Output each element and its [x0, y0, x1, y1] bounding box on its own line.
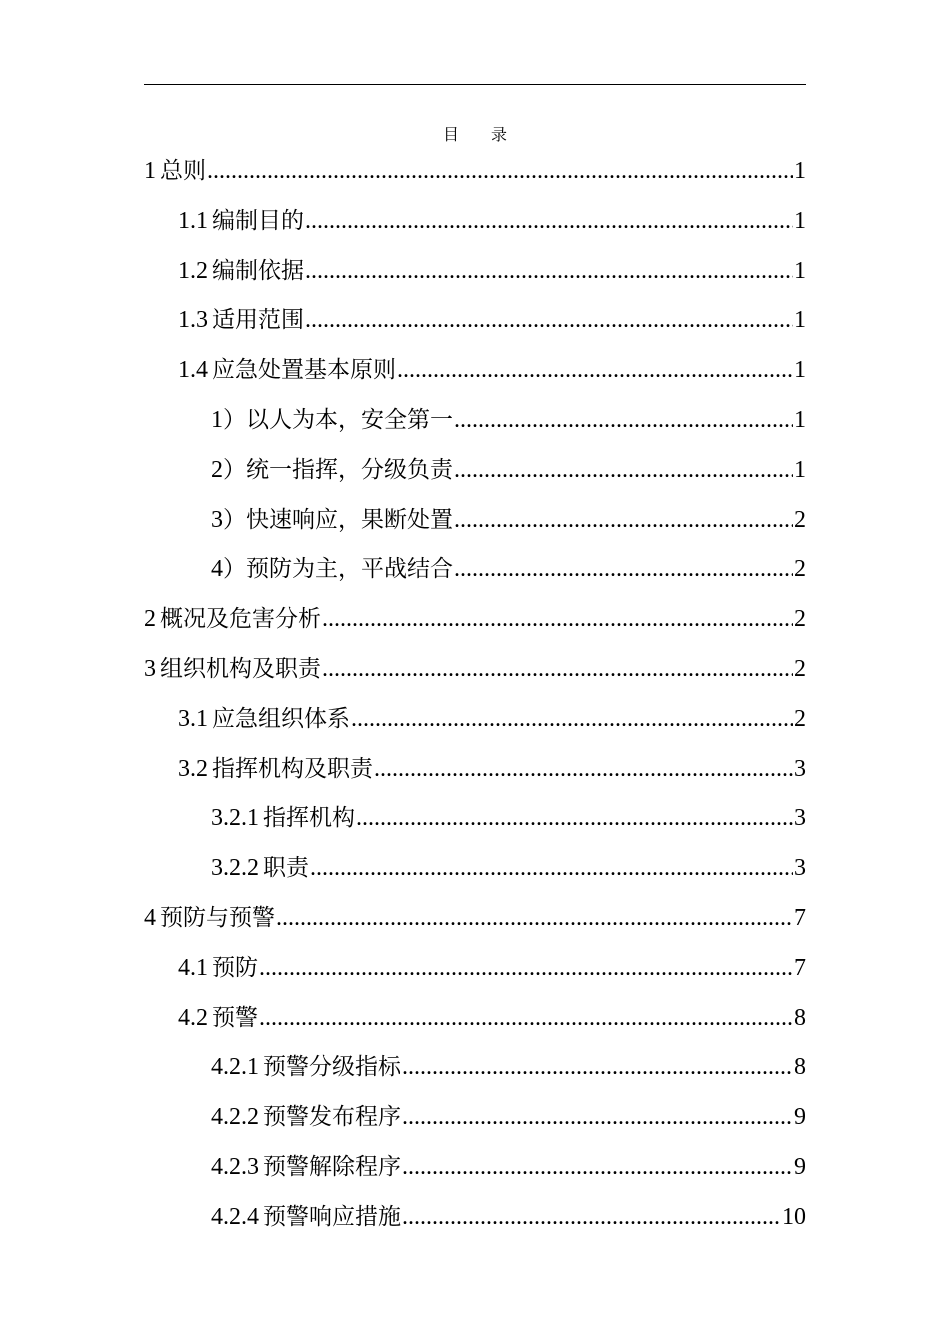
toc-entry-text: 指挥机构	[263, 805, 355, 832]
toc-entry-text: 编制依据	[212, 257, 304, 284]
toc-entry[interactable]	[144, 794, 806, 844]
toc-entry-page-number: 1	[794, 158, 806, 184]
toc-entry-page-number: 2	[794, 655, 806, 682]
toc-entry-page-number: 1	[794, 307, 806, 334]
toc-entry-label	[211, 396, 453, 446]
dot-leader	[454, 496, 793, 546]
toc-entry-number: 4	[211, 556, 223, 583]
toc-entry-number: 4.2	[178, 1004, 208, 1031]
toc-entry[interactable]	[144, 994, 806, 1044]
toc-entry[interactable]	[144, 247, 806, 297]
toc-entry-number: 2	[211, 456, 223, 483]
toc-entry-number: 3.2	[178, 755, 208, 782]
toc-entry[interactable]	[144, 695, 806, 745]
toc-entry-label	[144, 894, 275, 944]
dot-leader	[454, 396, 793, 446]
toc-entry-label	[211, 844, 309, 894]
toc-entry[interactable]	[144, 745, 806, 795]
toc-entry-text: 职责	[263, 855, 309, 882]
toc-entry-page-number: 7	[794, 904, 806, 931]
toc-entry-label	[178, 197, 304, 247]
toc-entry[interactable]	[144, 296, 806, 346]
toc-entry-page-number: 3	[794, 855, 806, 882]
toc-entry-label	[211, 1093, 401, 1143]
toc-entry[interactable]	[144, 844, 806, 894]
dot-leader	[356, 794, 793, 844]
toc-entry-page-number: 2	[794, 506, 806, 533]
toc-entry-text: ）以人为本，安全第一	[223, 406, 453, 433]
dot-leader	[259, 944, 793, 994]
toc-entry-page-number: 1	[794, 207, 806, 234]
toc-entry-label	[144, 645, 321, 695]
toc-entry[interactable]	[144, 1093, 806, 1143]
toc-entry-label	[178, 944, 258, 994]
toc-entry-number: 1.1	[178, 207, 208, 234]
dot-leader	[402, 1193, 781, 1243]
toc-entry-number: 4.1	[178, 954, 208, 981]
toc-entry[interactable]	[144, 595, 806, 645]
toc-entry-number: 1.2	[178, 257, 208, 284]
toc-entry-page-number: 9	[794, 1153, 806, 1180]
toc-entry-text: 预警	[212, 1004, 258, 1031]
toc-entry[interactable]	[144, 446, 806, 496]
dot-leader	[402, 1043, 793, 1093]
toc-entry-number: 1.4	[178, 357, 208, 384]
toc-entry-text: 适用范围	[212, 307, 304, 334]
toc-entry-text: 总则	[160, 158, 206, 184]
toc-entry-number: 4.2.3	[211, 1153, 259, 1180]
table-of-contents	[144, 147, 806, 1243]
dot-leader	[322, 645, 793, 695]
toc-entry-number: 4.2.4	[211, 1203, 259, 1230]
dot-leader	[351, 695, 793, 745]
toc-entry[interactable]	[144, 1193, 806, 1243]
toc-entry-text: 应急组织体系	[212, 705, 350, 732]
header-rule	[144, 84, 806, 85]
toc-entry-text: 概况及危害分析	[160, 606, 321, 633]
toc-entry-text: 指挥机构及职责	[212, 755, 373, 782]
dot-leader	[305, 197, 793, 247]
toc-entry[interactable]	[144, 545, 806, 595]
toc-entry-label	[211, 794, 355, 844]
toc-entry[interactable]	[144, 944, 806, 994]
toc-entry-page-number: 7	[794, 954, 806, 981]
toc-entry-text: 预防	[212, 954, 258, 981]
toc-entry[interactable]	[144, 1043, 806, 1093]
toc-entry-label	[211, 545, 453, 595]
toc-entry-number: 3.1	[178, 705, 208, 732]
dot-leader	[305, 296, 793, 346]
toc-entry-number: 3	[211, 506, 223, 533]
toc-entry-number: 4	[144, 904, 156, 931]
toc-entry-label	[211, 446, 453, 496]
toc-entry-page-number: 8	[794, 1054, 806, 1081]
dot-leader	[454, 446, 793, 496]
toc-entry-text: ）统一指挥，分级负责	[223, 456, 453, 483]
toc-entry-label	[178, 994, 258, 1044]
toc-entry-page-number: 2	[794, 606, 806, 633]
toc-entry-page-number: 1	[794, 257, 806, 284]
toc-entry-label	[178, 695, 350, 745]
toc-entry-label	[178, 296, 304, 346]
toc-entry-number: 4.2.1	[211, 1054, 259, 1081]
toc-entry-label	[211, 1043, 401, 1093]
toc-entry-number: 4.2.2	[211, 1104, 259, 1131]
toc-entry[interactable]	[144, 894, 806, 944]
toc-entry[interactable]	[144, 496, 806, 546]
dot-leader	[454, 545, 793, 595]
toc-entry-page-number: 1	[794, 456, 806, 483]
toc-entry[interactable]	[144, 346, 806, 396]
toc-entry-number: 1	[211, 406, 223, 433]
toc-entry-label	[178, 346, 396, 396]
toc-entry-page-number: 10	[782, 1203, 806, 1230]
toc-entry-label	[211, 496, 453, 546]
toc-entry-text: 预防与预警	[160, 904, 275, 931]
toc-entry-page-number: 8	[794, 1004, 806, 1031]
toc-entry-page-number: 3	[794, 755, 806, 782]
toc-entry-page-number: 3	[794, 805, 806, 832]
dot-leader	[322, 595, 793, 645]
dot-leader	[259, 994, 793, 1044]
toc-entry[interactable]	[144, 1143, 806, 1193]
toc-entry-number: 1.3	[178, 307, 208, 334]
toc-entry-page-number: 1	[794, 357, 806, 384]
toc-entry-text: 预警发布程序	[263, 1104, 401, 1131]
toc-entry-number: 3	[144, 655, 156, 682]
dot-leader	[397, 346, 793, 396]
toc-entry-number: 2	[144, 606, 156, 633]
toc-entry-number: 1	[144, 158, 156, 184]
dot-leader	[402, 1143, 793, 1193]
toc-entry-page-number: 9	[794, 1104, 806, 1131]
toc-entry-text: 预警分级指标	[263, 1054, 401, 1081]
toc-entry-number: 3.2.1	[211, 805, 259, 832]
toc-entry-page-number: 1	[794, 406, 806, 433]
toc-entry-label	[178, 247, 304, 297]
toc-entry-text: 编制目的	[212, 207, 304, 234]
toc-entry-text: ）快速响应，果断处置	[223, 506, 453, 533]
toc-entry[interactable]	[144, 197, 806, 247]
toc-entry-text: 预警响应措施	[263, 1203, 401, 1230]
toc-entry[interactable]	[144, 396, 806, 446]
toc-title: 目 录	[442, 127, 521, 144]
dot-leader	[402, 1093, 793, 1143]
dot-leader	[276, 894, 793, 944]
toc-entry-label	[178, 745, 373, 795]
dot-leader	[207, 147, 793, 197]
toc-entry[interactable]	[144, 147, 806, 197]
toc-entry-text: 组织机构及职责	[160, 655, 321, 682]
toc-entry-label	[144, 595, 321, 645]
toc-entry-page-number: 2	[794, 556, 806, 583]
toc-entry-text: ）预防为主，平战结合	[223, 556, 453, 583]
dot-leader	[374, 745, 793, 795]
toc-entry-text: 应急处置基本原则	[212, 357, 396, 384]
toc-entry[interactable]	[144, 645, 806, 695]
dot-leader	[305, 247, 793, 297]
toc-entry-label	[211, 1143, 401, 1193]
toc-entry-label	[144, 147, 206, 197]
toc-entry-number: 3.2.2	[211, 855, 259, 882]
toc-entry-page-number: 2	[794, 705, 806, 732]
toc-entry-text: 预警解除程序	[263, 1153, 401, 1180]
toc-entry-label	[211, 1193, 401, 1243]
dot-leader	[310, 844, 793, 894]
